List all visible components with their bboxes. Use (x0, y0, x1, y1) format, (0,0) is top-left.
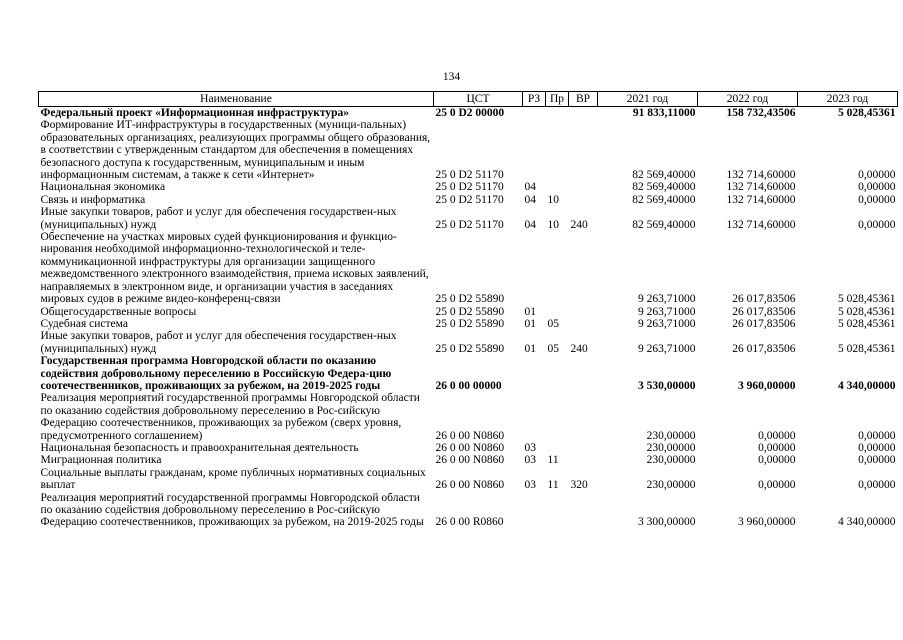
table-row (39, 181, 898, 193)
cell-pr: 10 (547, 218, 559, 231)
cell-pr (546, 119, 569, 181)
table-row (39, 454, 898, 466)
cell-cst: 25 0 D2 00000 (435, 107, 505, 119)
cell-2023: 0,00000 (858, 441, 896, 454)
cell-cst: 26 0 00 N0860 (435, 479, 505, 492)
cell-pr (546, 231, 569, 305)
cell-rz: 04 (524, 193, 536, 206)
cell-cst: 26 0 00 N0860 (435, 429, 505, 442)
cell-name: Иные закупки товаров, работ и услуг для обеспечения государствен-ных (муниципальных) нужд (40, 206, 397, 231)
header-2022: 2022 год (698, 92, 798, 107)
cell-2023: 4 340,00000 (838, 516, 896, 529)
cell-vr: 240 (570, 342, 588, 355)
table-row (39, 492, 898, 529)
cell-cst: 25 0 D2 55890 (435, 293, 505, 306)
cell-2021: 3 300,00000 (638, 516, 696, 529)
cell-2022: 132 714,60000 (726, 181, 796, 194)
table-row (39, 355, 898, 392)
cell-cst: 26 0 00 R0860 (435, 516, 504, 529)
cell-2021: 82 569,40000 (632, 169, 696, 182)
cell-name: Формирование ИТ-инфраструктуры в государственных (муници-пальных) образовательных организациях, реализующих программы общего образования, в соответствии с утвержденным стандартом для обеспечения в помещениях безопасного доступа к государственным, муниципальным и иным информационным системам, а также к сети «Интернет» (40, 119, 431, 182)
cell-2023: 5 028,45361 (838, 293, 896, 306)
cell-2022: 0,00000 (758, 441, 796, 454)
cell-2022: 26 017,83506 (732, 305, 796, 318)
cell-2022: 0,00000 (758, 454, 796, 467)
cell-pr (546, 107, 569, 120)
cell-2021: 91 833,11000 (632, 107, 696, 119)
header-row (39, 92, 898, 107)
table-row (39, 231, 898, 305)
header-rz: РЗ (523, 92, 546, 107)
cell-2021: 9 263,71000 (638, 293, 696, 306)
cell-2023: 0,00000 (858, 479, 896, 492)
cell-rz: 04 (524, 181, 536, 194)
cell-rz: 01 (524, 305, 536, 318)
cell-2023: 0,00000 (858, 193, 896, 206)
cell-2021: 82 569,40000 (632, 218, 696, 231)
cell-name: Обеспечение на участках мировых судей функционирования и функцио-нирования необходимой информационно-технологической и теле-коммуникационной инфраструктуры для организации защищенного межведомственного электронного взаимодействия, приема исковых заявлений, направляемых в электронном виде, и организации участия в заседаниях мировых судов в режиме видео-конференц-связи (40, 231, 429, 306)
cell-2022: 26 017,83506 (732, 293, 796, 306)
table-body (39, 107, 898, 529)
table-row (39, 318, 898, 330)
cell-rz: 03 (524, 441, 536, 454)
cell-name: Судебная система (40, 317, 128, 330)
cell-pr (546, 392, 569, 442)
cell-vr (569, 442, 598, 454)
cell-vr (569, 318, 598, 330)
cell-cst: 26 0 00 00000 (435, 379, 502, 392)
table-header (39, 92, 898, 107)
cell-2021: 3 530,00000 (638, 379, 696, 392)
cell-2022: 0,00000 (758, 429, 796, 442)
cell-cst: 26 0 00 N0860 (435, 441, 505, 454)
cell-vr (569, 392, 598, 442)
cell-pr (546, 181, 569, 193)
cell-name: Федеральный проект «Информационная инфраструктура» (40, 107, 350, 119)
cell-2023: 0,00000 (858, 429, 896, 442)
cell-rz: 01 (524, 342, 536, 355)
cell-vr: 320 (570, 479, 588, 492)
cell-name: Иные закупки товаров, работ и услуг для обеспечения государствен-ных (муниципальных) нужд (40, 330, 397, 355)
cell-rz (523, 107, 546, 120)
header-2023: 2023 год (798, 92, 898, 107)
cell-cst: 25 0 D2 51170 (435, 181, 504, 194)
table-row (39, 119, 898, 181)
table-row (39, 442, 898, 454)
cell-rz: 01 (524, 317, 536, 330)
cell-vr (569, 231, 598, 305)
cell-2023: 0,00000 (858, 169, 896, 182)
cell-pr: 11 (547, 454, 559, 467)
cell-2022: 158 732,43506 (726, 107, 796, 119)
cell-2022: 3 960,00000 (738, 379, 796, 392)
cell-name: Социальные выплаты гражданам, кроме публичных нормативных социальных выплат (40, 466, 426, 492)
cell-name: Реализация мероприятий государственной программы Новгородской области по оказанию содействия добровольному переселению в Рос-сийскую Федерацию соотечественников, проживающих за рубежом (сверх уровня, предусмотренного соглашением) (40, 392, 420, 442)
cell-rz (523, 355, 546, 392)
cell-cst: 25 0 D2 51170 (435, 169, 504, 182)
cell-pr: 10 (547, 193, 559, 206)
cell-rz (523, 119, 546, 181)
cell-name: Национальная безопасность и правоохранительная деятельность (40, 441, 359, 454)
cell-2023: 5 028,45361 (838, 342, 896, 355)
cell-name: Миграционная политика (40, 454, 162, 467)
cell-2021: 230,00000 (646, 429, 696, 442)
cell-name: Общегосударственные вопросы (40, 305, 197, 318)
cell-pr: 05 (547, 342, 559, 355)
cell-2022: 132 714,60000 (726, 193, 796, 206)
cell-2022: 3 960,00000 (738, 516, 796, 529)
cell-vr (569, 454, 598, 466)
cell-vr: 240 (570, 218, 588, 231)
cell-vr (569, 119, 598, 181)
cell-pr (546, 355, 569, 392)
cell-rz (523, 231, 546, 305)
header-pr: Пр (546, 92, 569, 107)
cell-2021: 9 263,71000 (638, 305, 696, 318)
table-row (39, 467, 898, 492)
cell-rz: 03 (524, 454, 536, 467)
cell-vr (569, 181, 598, 193)
cell-rz: 03 (524, 479, 536, 492)
cell-2023: 4 340,00000 (838, 379, 896, 392)
cell-cst: 26 0 00 N0860 (435, 454, 505, 467)
table-row (39, 107, 898, 120)
table-row (39, 206, 898, 231)
cell-2023: 0,00000 (858, 181, 896, 194)
cell-cst: 25 0 D2 51170 (435, 193, 504, 206)
cell-pr: 11 (547, 479, 559, 492)
table-row (39, 392, 898, 442)
cell-vr (569, 194, 598, 206)
cell-pr (546, 442, 569, 454)
header-vr: ВР (569, 92, 598, 107)
cell-name: Реализация мероприятий государственной программы Новгородской области по оказанию содействия добровольному переселению в Рос-сийскую Федерацию соотечественников, проживающих за рубежом, на 2019-2025 годы (40, 491, 424, 529)
cell-pr (546, 492, 569, 529)
cell-cst: 25 0 D2 51170 (435, 218, 504, 231)
cell-name: Государственная программа Новгородской области по оказанию содействия добровольному переселению в Российскую Федера-цию соотечественников, проживающих за рубежом, на 2019-2025 годы (40, 355, 392, 392)
cell-rz: 04 (524, 218, 536, 231)
cell-2022: 26 017,83506 (732, 317, 796, 330)
cell-2021: 9 263,71000 (638, 342, 696, 355)
cell-2021: 82 569,40000 (632, 193, 696, 206)
budget-table (38, 91, 898, 529)
cell-vr (569, 107, 598, 120)
cell-cst: 25 0 D2 55890 (435, 317, 505, 330)
cell-2023: 0,00000 (858, 218, 896, 231)
cell-rz (523, 492, 546, 529)
cell-cst: 25 0 D2 55890 (435, 305, 505, 318)
cell-2021: 230,00000 (646, 479, 696, 492)
header-name: Наименование (39, 92, 434, 107)
header-cst: ЦСТ (434, 92, 523, 107)
cell-name: Национальная экономика (40, 181, 166, 194)
cell-2022: 132 714,60000 (726, 169, 796, 182)
cell-2021: 230,00000 (646, 441, 696, 454)
header-2021: 2021 год (598, 92, 698, 107)
table-row (39, 306, 898, 318)
cell-2022: 0,00000 (758, 479, 796, 492)
cell-pr: 05 (547, 317, 559, 330)
table-row (39, 194, 898, 206)
cell-2021: 230,00000 (646, 454, 696, 467)
cell-name: Связь и информатика (40, 193, 146, 206)
cell-2022: 26 017,83506 (732, 342, 796, 355)
cell-2021: 9 263,71000 (638, 317, 696, 330)
cell-rz (523, 392, 546, 442)
cell-pr (546, 306, 569, 318)
cell-2023: 5 028,45361 (838, 317, 896, 330)
cell-vr (569, 492, 598, 529)
cell-2023: 5 028,45361 (838, 305, 896, 318)
cell-2021: 82 569,40000 (632, 181, 696, 194)
cell-2023: 5 028,45361 (838, 107, 896, 119)
cell-vr (569, 306, 598, 318)
cell-vr (569, 355, 598, 392)
cell-cst: 25 0 D2 55890 (435, 342, 505, 355)
page-number: 134 (442, 71, 461, 83)
cell-2022: 132 714,60000 (726, 218, 796, 231)
cell-2023: 0,00000 (858, 454, 896, 467)
table-row (39, 330, 898, 355)
